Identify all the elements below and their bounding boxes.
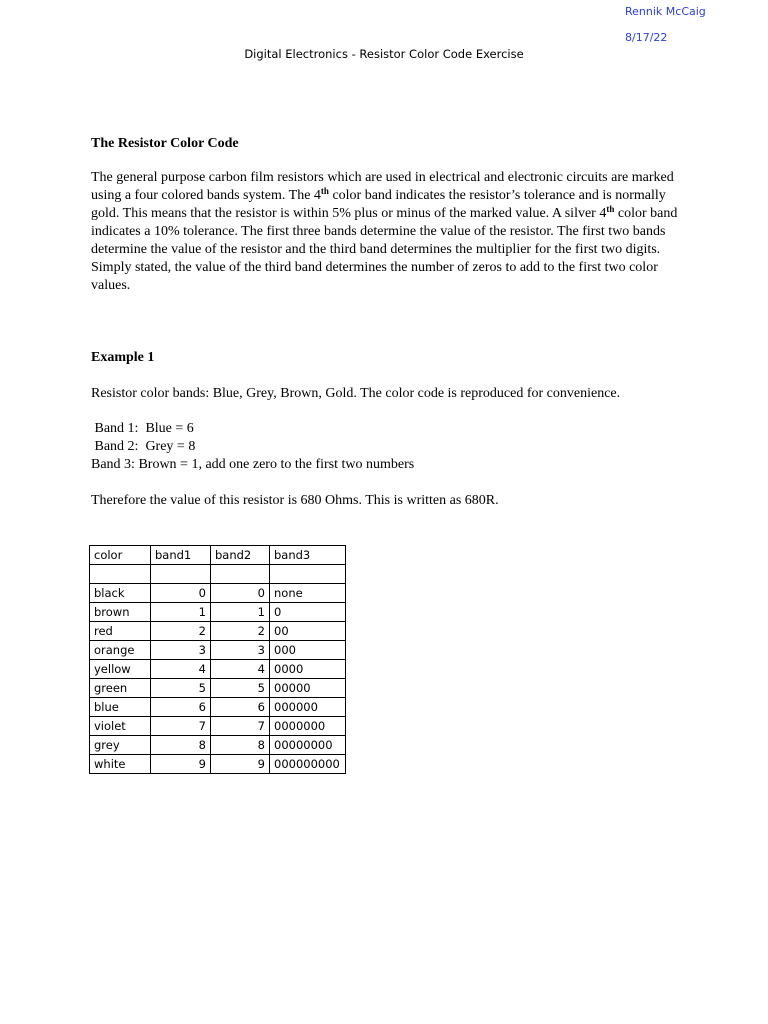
table-cell: 9 [211, 755, 270, 774]
table-cell: white [90, 755, 151, 774]
table-row [90, 755, 346, 774]
table-cell: 000000 [270, 698, 346, 717]
table-cell: 1 [211, 603, 270, 622]
table-header-cell: band2 [211, 546, 270, 565]
table-cell: 2 [151, 622, 211, 641]
table-row [90, 565, 346, 584]
section-heading: The Resistor Color Code [91, 136, 239, 151]
table-row [90, 736, 346, 755]
paragraph-text: The general purpose carbon film resistors which are used in electrical and electronic circuits are marked using a four colored bands system. The 4 [91, 170, 674, 203]
table-cell: grey [90, 736, 151, 755]
superscript: th [606, 204, 615, 214]
table-cell [151, 565, 211, 584]
table-cell: 00000000 [270, 736, 346, 755]
table-row [90, 698, 346, 717]
example-conclusion: Therefore the value of this resistor is 680 Ohms. This is written as 680R. [91, 493, 499, 508]
table-row [90, 603, 346, 622]
band2-line: Band 2: Grey = 8 [91, 439, 196, 454]
table-cell: 8 [151, 736, 211, 755]
table-cell: 0000 [270, 660, 346, 679]
band3-line: Band 3: Brown = 1, add one zero to the first two numbers [91, 457, 415, 472]
table-cell: 7 [151, 717, 211, 736]
band1-line: Band 1: Blue = 6 [91, 421, 194, 436]
table-cell: red [90, 622, 151, 641]
table-cell: 00000 [270, 679, 346, 698]
table-cell: brown [90, 603, 151, 622]
table-cell: 6 [211, 698, 270, 717]
table-cell: 3 [211, 641, 270, 660]
table-cell: 9 [151, 755, 211, 774]
table-cell: 0 [211, 584, 270, 603]
table-cell: 2 [211, 622, 270, 641]
table-row [90, 584, 346, 603]
table-cell: 0000000 [270, 717, 346, 736]
table-cell: 5 [151, 679, 211, 698]
color-code-table [89, 545, 346, 774]
table-row [90, 679, 346, 698]
paragraph-text: color band indicates the resistor’s tolerance and is normally gold. This means that the resistor is within 5% plus or minus of the marked value. A silver 4 [91, 188, 666, 221]
table-cell: black [90, 584, 151, 603]
table-cell: 1 [151, 603, 211, 622]
table-cell: blue [90, 698, 151, 717]
table-cell: 00 [270, 622, 346, 641]
table-cell: 7 [211, 717, 270, 736]
table-cell: green [90, 679, 151, 698]
table-cell: 0 [270, 603, 346, 622]
table-cell: 000 [270, 641, 346, 660]
table-header-cell: band3 [270, 546, 346, 565]
paragraph-text: color band indicates a 10% tolerance. The first three bands determine the value of the resistor. The first two bands determine the value of the resistor and the third band determines the multiplier for the first two digits. Simply stated, the value of the third band determines the number of zeros to add to the first two color values. [91, 206, 678, 293]
table-cell: none [270, 584, 346, 603]
table-header-row [90, 546, 346, 565]
table-cell: 4 [211, 660, 270, 679]
table-cell: 5 [211, 679, 270, 698]
superscript: th [320, 186, 329, 196]
table-row [90, 641, 346, 660]
table-cell: 8 [211, 736, 270, 755]
table-cell: violet [90, 717, 151, 736]
table-cell: 3 [151, 641, 211, 660]
table-cell [90, 565, 151, 584]
table-cell [270, 565, 346, 584]
table-cell: yellow [90, 660, 151, 679]
table-header-cell: color [90, 546, 151, 565]
table-cell: 6 [151, 698, 211, 717]
date-annotation: 8/17/22 [625, 31, 668, 44]
table-header-cell: band1 [151, 546, 211, 565]
table-cell: 4 [151, 660, 211, 679]
table-cell [211, 565, 270, 584]
table-row [90, 660, 346, 679]
table-row [90, 622, 346, 641]
table-cell: orange [90, 641, 151, 660]
author-annotation: Rennik McCaig [625, 5, 706, 18]
table-cell: 000000000 [270, 755, 346, 774]
intro-paragraph [91, 169, 681, 295]
table-cell: 0 [151, 584, 211, 603]
example-intro: Resistor color bands: Blue, Grey, Brown, Gold. The color code is reproduced for convenience. [91, 386, 621, 401]
example-heading: Example 1 [91, 350, 155, 365]
table-row [90, 717, 346, 736]
document-title: Digital Electronics - Resistor Color Code Exercise [244, 47, 524, 61]
